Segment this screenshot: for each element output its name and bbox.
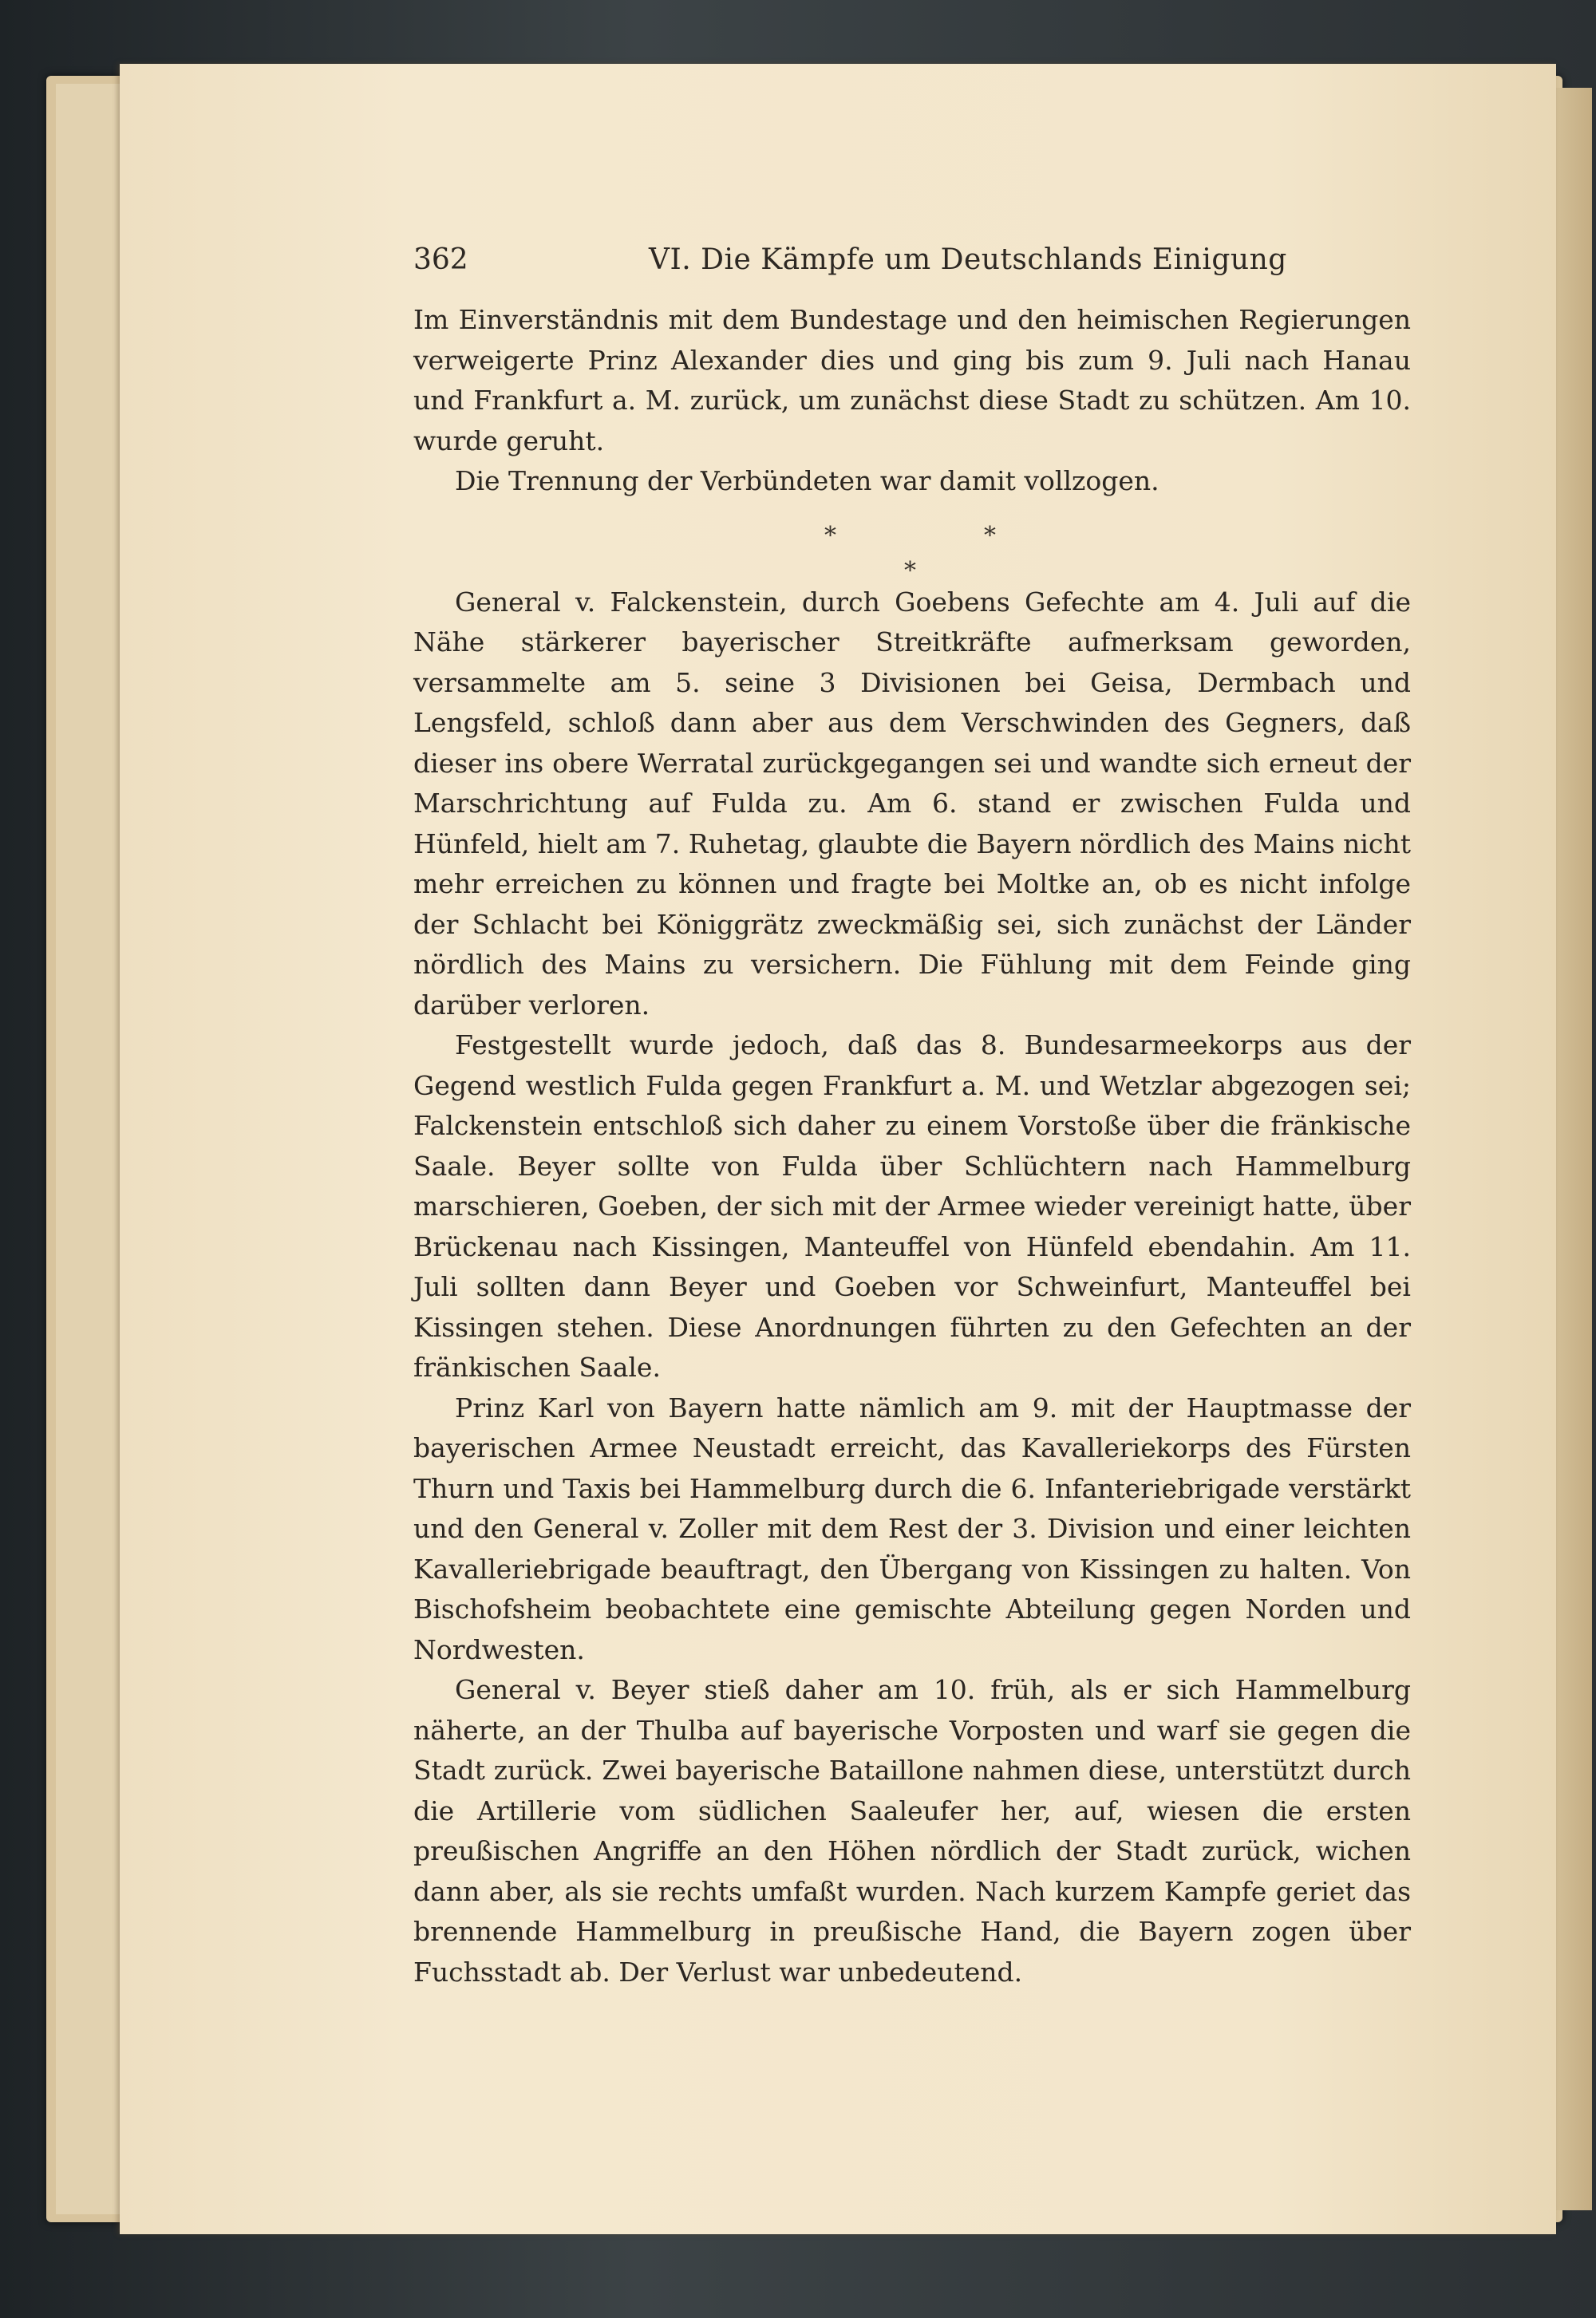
section-break-asterism <box>413 502 1411 585</box>
paragraph: General v. Falckenstein, durch Goebens Gefechte am 4. Juli auf die Nähe stärkerer bayerischer Streitkräfte aufmerksam geworden, versammelte am 5. seine 3 Divisionen bei Geisa, Dermbach und Lengsfeld, schloß dann aber aus dem Verschwinden des Gegners, daß dieser ins obere Werratal zurückgegangen sei und wandte sich erneut der Marschrichtung auf Fulda zu. Am 6. stand er zwischen Fulda und Hünfeld, hielt am 7. Ruhetag, glaubte die Bayern nördlich des Mains nicht mehr erreichen zu können und fragte bei Moltke an, ob es nicht infolge der Schlacht bei Königgrätz zweckmäßig sei, sich zunächst der Länder nördlich des Mains zu versichern. Die Fühlung mit dem Feinde ging darüber verloren. <box>413 586 1411 1021</box>
paragraph: Prinz Karl von Bayern hatte nämlich am 9. mit der Hauptmasse der bayerischen Armee Neustadt erreicht, das Kavalleriekorps des Fürsten Thurn und Taxis bei Hammelburg durch die 6. Infanteriebrigade verstärkt und den General v. Zoller mit dem Rest der 3. Division und einer leichten Kavalleriebrigade beauftragt, den Übergang von Kissingen zu halten. Von Bischofsheim beobachtete eine gemischte Abteilung gegen Norden und Nordwesten. <box>413 1392 1411 1665</box>
paragraph: General v. Beyer stieß daher am 10. früh, als er sich Hammelburg näherte, an der Thulba auf bayerische Vorposten und warf sie gegen die Stadt zurück. Zwei bayerische Bataillone nahmen diese, unterstützt durch die Artillerie vom südlichen Saaleufer her, auf, wiesen die ersten preußischen Angriffe an den Höhen nördlich der Stadt zurück, wichen dann aber, als sie rechts umfaßt wurden. Nach kurzem Kampfe geriet das brennende Hammelburg in preußische Hand, die Bayern zogen über Fuchsstadt ab. Der Verlust war unbedeutend. <box>413 1674 1411 1988</box>
running-title: VI. Die Kämpfe um Deutschlands Einigung <box>649 243 1287 276</box>
asterisk: * <box>824 521 836 550</box>
paragraph: Die Trennung der Verbündeten war damit vollzogen. <box>455 465 1159 496</box>
page-header <box>413 239 1411 287</box>
body-text <box>413 300 1411 1992</box>
page-number: 362 <box>413 243 468 276</box>
asterisk: * <box>904 556 916 585</box>
asterisk: * <box>984 521 996 550</box>
paragraph: Festgestellt wurde jedoch, daß das 8. Bundesarmeekorps aus der Gegend westlich Fulda gegen Frankfurt a. M. und Wetzlar abgezogen sei; Falckenstein entschloß sich daher zu einem Vorstoße über die fränkische Saale. Beyer sollte von Fulda über Schlüchtern nach Hammelburg marschieren, Goeben, der sich mit der Armee wieder vereinigt hatte, über Brückenau nach Kissingen, Manteuffel von Hünfeld ebendahin. Am 11. Juli sollten dann Beyer und Goeben vor Schweinfurt, Manteuffel bei Kissingen stehen. Diese Anordnungen führten zu den Gefechten an der fränkischen Saale. <box>413 1029 1411 1383</box>
paragraph: Im Einverständnis mit dem Bundestage und den heimischen Regierungen verweigerte Prinz Alexander dies und ging bis zum 9. Juli nach Hanau und Frankfurt a. M. zurück, um zunächst diese Stadt zu schützen. Am 10. wurde geruht. <box>413 304 1411 456</box>
